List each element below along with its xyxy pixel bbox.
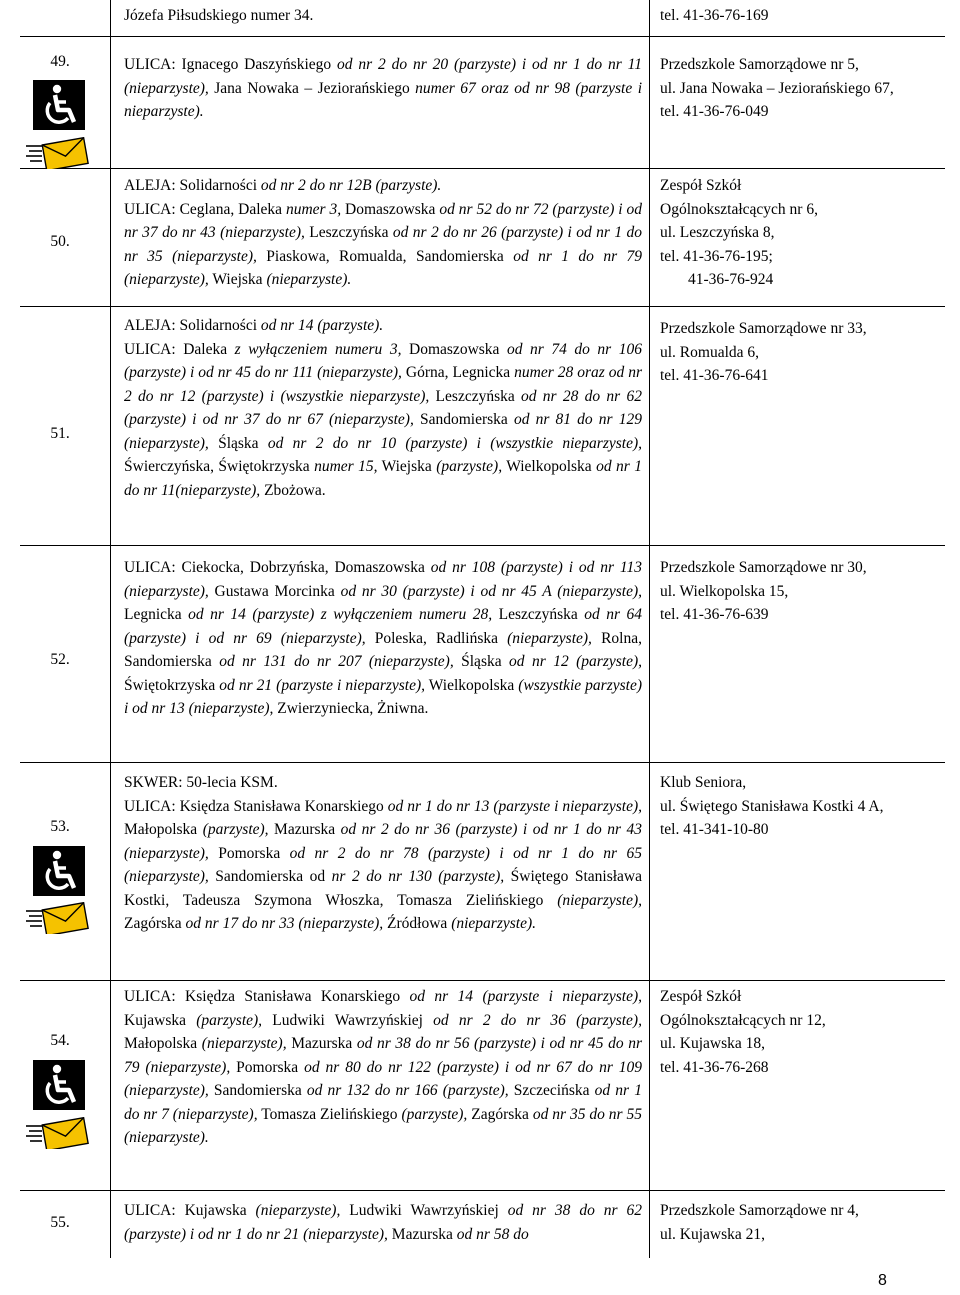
row-number: 51. [50, 425, 70, 442]
streets-cell: ULICA: Ignacego Daszyńskiego od nr 2 do nr 20 (parzyste) i od nr 1 do nr 11 (nieparzyste), Jana Nowaka – Jeziorańskiego numer 67 oraz od nr 98 (parzyste i nieparzyste). [124, 56, 642, 120]
streets-cell: ALEJA: Solidarności od nr 14 (parzyste). ULICA: Daleka z wyłączeniem numeru 3, Domaszowska od nr 74 do nr 106 (parzyste) i od nr 45 do nr 111 (nieparzyste), Górna, Legnicka numer 28 oraz od nr 2 do nr 12 (parzyste) i (wszystkie nieparzyste), Leszczyńska od nr 28 do nr 62 (parzyste) i od nr 37 do nr 67 (nieparzyste), Sandomierska od nr 81 do nr 129 (nieparzyste), Śląska od nr 2 do nr 10 (parzyste) i (wszystkie nieparzyste), Świerczyńska, Świętokrzyska numer 15, Wiejska (parzyste), Wielkopolska od nr 1 do nr 11(nieparzyste), Zbożowa. [124, 317, 643, 499]
mail-envelope-icon [24, 902, 92, 939]
row-number: 54. [50, 1032, 70, 1049]
address-cell: Przedszkole Samorządowe nr 4, ul. Kujawska 21, [660, 1202, 859, 1243]
column-divider [110, 0, 111, 1258]
streets-cell: ULICA: Ciekocka, Dobrzyńska, Domaszowska od nr 108 (parzyste) i od nr 113 (nieparzyste), Gustawa Morcinka od nr 30 (parzyste) i od nr 45 A (nieparzyste), Legnicka od nr 14 (parzyste) z wyłączeniem numeru 28, Leszczyńska od nr 64 (parzyste) i od nr 69 (nieparzyste), Poleska, Radlińska (nieparzyste), Rolna, Sandomierska od nr 131 do nr 207 (nieparzyste), Śląska od nr 12 (parzyste), Świętokrzyska od nr 21 (parzyste i nieparzyste), Wielkopolska (wszystkie parzyste) i od nr 13 (nieparzyste), Zwierzyniecka, Żniwna. [124, 559, 643, 717]
row-number: 55. [50, 1214, 70, 1231]
address-cell: Zespół Szkół Ogólnokształcących nr 6, ul. Leszczyńska 8, tel. 41-36-76-195; 41-36-76-924 [660, 177, 818, 288]
row-divider [20, 36, 945, 37]
row-number: 50. [50, 233, 70, 250]
address-cell: Klub Seniora, ul. Świętego Stanisława Kostki 4 A, tel. 41-341-10-80 [660, 774, 884, 838]
column-divider [649, 0, 650, 1258]
row-divider [20, 545, 945, 546]
mail-envelope-icon [24, 1117, 92, 1154]
address-cell: Przedszkole Samorządowe nr 5, ul. Jana Nowaka – Jeziorańskiego 67, tel. 41-36-76-049 [660, 56, 894, 120]
streets-cell: ULICA: Księdza Stanisława Konarskiego od nr 14 (parzyste i nieparzyste), Kujawska (parzyste), Ludwiki Wawrzyńskiej od nr 2 do nr 36 (parzyste), Małopolska (nieparzyste), Mazurska od nr 38 do nr 56 (parzyste) i od nr 45 do nr 79 (nieparzyste), Pomorska od nr 80 do nr 122 (parzyste) i od nr 67 do nr 109 (nieparzyste), Sandomierska od nr 132 do nr 166 (parzyste), Szczecińska od nr 1 do nr 7 (nieparzyste), Tomasza Zielińskiego (parzyste), Zagórska od nr 35 do nr 55 (nieparzyste). [124, 988, 643, 1146]
row-divider [20, 762, 945, 763]
wheelchair-accessible-icon [33, 846, 85, 901]
page-number: 8 [878, 1272, 887, 1289]
row-divider [20, 1190, 945, 1191]
address-cell: tel. 41-36-76-169 [660, 7, 769, 24]
streets-cell: SKWER: 50-lecia KSM. ULICA: Księdza Stanisława Konarskiego od nr 1 do nr 13 (parzyste i nieparzyste), Małopolska (parzyste), Mazurska od nr 2 do nr 36 (parzyste) i od nr 1 do nr 43 (nieparzyste), Pomorska od nr 2 do nr 78 (parzyste) i od nr 1 do nr 65 (nieparzyste), Sandomierska od nr 2 do nr 130 (parzyste), Świętego Stanisława Kostki, Tadeusza Szymona Włoszka, Tomasza Zielińskiego (nieparzyste), Zagórska od nr 17 do nr 33 (nieparzyste), Źródłowa (nieparzyste). [124, 774, 643, 932]
streets-cell: Józefa Piłsudskiego numer 34. [124, 7, 314, 24]
wheelchair-accessible-icon [33, 80, 85, 135]
row-divider [20, 980, 945, 981]
address-cell: Zespół Szkół Ogólnokształcących nr 12, ul. Kujawska 18, tel. 41-36-76-268 [660, 988, 826, 1076]
row-divider [20, 306, 945, 307]
streets-cell: ALEJA: Solidarności od nr 2 do nr 12B (parzyste). ULICA: Ceglana, Daleka numer 3, Domaszowska od nr 52 do nr 72 (parzyste) i od nr 37 do nr 43 (nieparzyste), Leszczyńska od nr 2 do nr 26 (parzyste) i od nr 1 do nr 35 (nieparzyste), Piaskowa, Romualda, Sandomierska od nr 1 do nr 79 (nieparzyste), Wiejska (nieparzyste). [124, 177, 643, 288]
mail-envelope-icon [24, 137, 92, 174]
row-divider [20, 168, 945, 169]
streets-cell: ULICA: Kujawska (nieparzyste), Ludwiki Wawrzyńskiej od nr 38 do nr 62 (parzyste) i od nr 1 do nr 21 (nieparzyste), Mazurska od nr 58 do [124, 1202, 642, 1243]
row-number: 49. [50, 53, 70, 70]
row-number: 53. [50, 818, 70, 835]
wheelchair-accessible-icon [33, 1060, 85, 1115]
address-cell: Przedszkole Samorządowe nr 30, ul. Wielkopolska 15, tel. 41-36-76-639 [660, 559, 867, 623]
row-number: 52. [50, 651, 70, 668]
address-cell: Przedszkole Samorządowe nr 33, ul. Romualda 6, tel. 41-36-76-641 [660, 320, 867, 384]
